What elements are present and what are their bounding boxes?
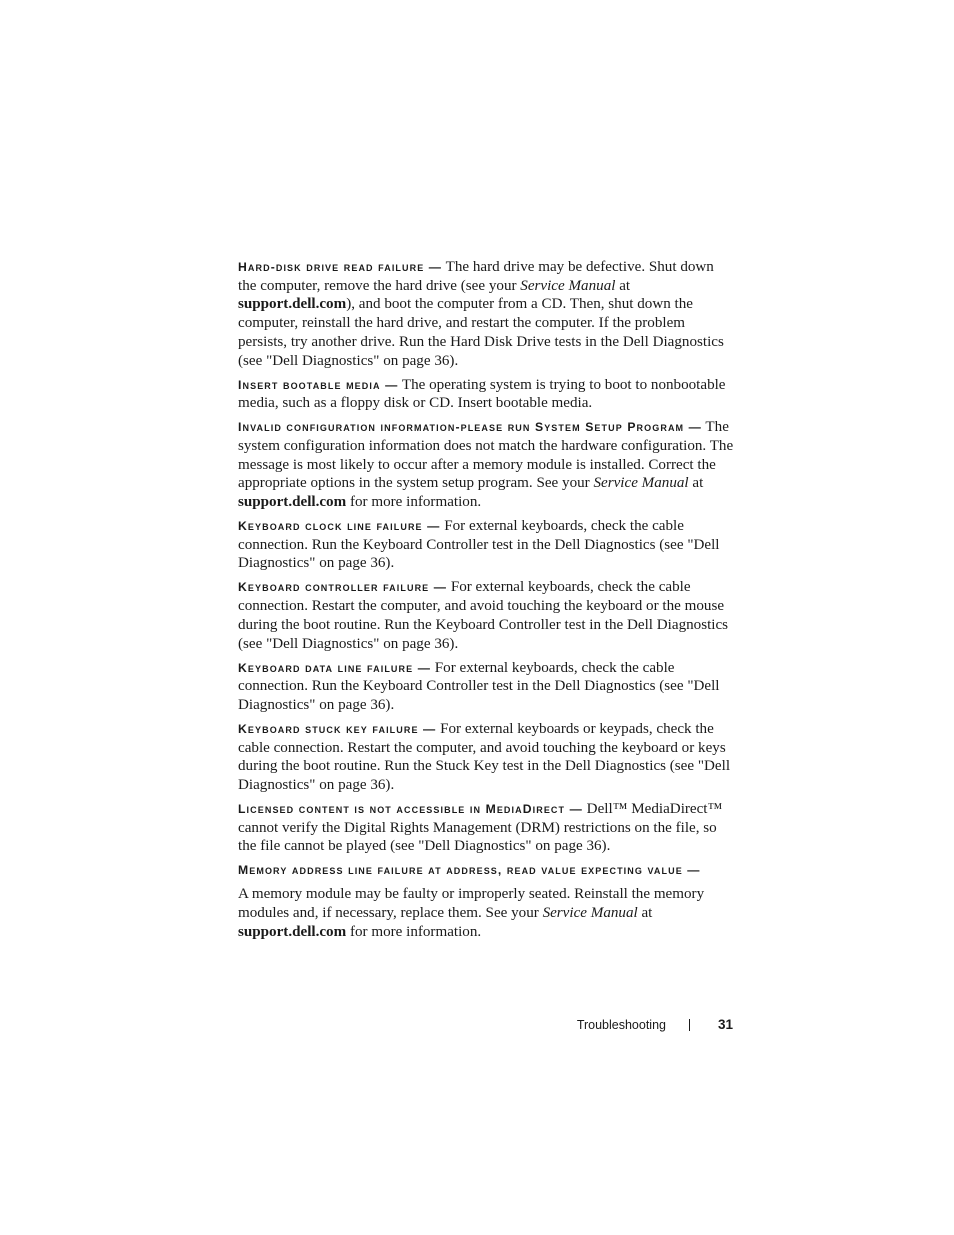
error-entry-invalid-configuration: Invalid configuration information-please run System Setup Program — The system configuration information does not match the hardware configuration. The message is most likely to occur after a memory module is installed. Correct the appropriate options in the system setup program. See your Service Manual at support.dell.com for more information. bbox=[238, 419, 734, 511]
error-entry-insert-bootable-media: Insert bootable media — The operating system is trying to boot to nonbootable media, such as a floppy disk or CD. Insert bootable media. bbox=[238, 376, 726, 412]
page-content bbox=[238, 258, 736, 941]
error-entry-memory-address-body: A memory module may be faulty or improperly seated. Reinstall the memory modules and, if necessary, replace them. See your Service Manual at support.dell.com for more information. bbox=[238, 886, 705, 940]
error-entry-keyboard-clock-line: Keyboard clock line failure — For external keyboards, check the cable connection. Run the Keyboard Controller test in the Dell Diagnostics (see "Dell Diagnostics" on page 36). bbox=[238, 518, 720, 572]
error-term: Invalid configuration information-please run System Setup Program — bbox=[238, 420, 702, 435]
manual-title: Service Manual bbox=[593, 475, 689, 492]
error-term: Licensed content is not accessible in MediaDirect — bbox=[238, 802, 583, 817]
support-link: support.dell.com bbox=[238, 494, 347, 511]
error-term: Keyboard data line failure — bbox=[238, 660, 431, 675]
error-term: Hard-disk drive read failure — bbox=[238, 260, 443, 274]
support-link: support.dell.com bbox=[238, 296, 347, 313]
error-entry-hard-disk-read: Hard-disk drive read failure — The hard drive may be defective. Shut down the computer, remove the hard drive (see your Service Manual at support.dell.com), and boot the computer from a CD. Then, shut down the computer, reinstall the hard drive, and restart the computer. If the problem persists, try another drive. Run the Hard Disk Drive tests in the Dell Diagnostics (see "Dell Diagnostics" on page 36). bbox=[238, 259, 724, 369]
error-term: Memory address line failure at address, read value expecting value — bbox=[238, 863, 701, 878]
error-entry-licensed-content: Licensed content is not accessible in MediaDirect — Dell™ MediaDirect™ cannot verify the Digital Rights Management (DRM) restrictions on the file, so the file cannot be played (see "Dell Diagnostics" on page 36). bbox=[238, 801, 723, 855]
manual-title: Service Manual bbox=[542, 904, 638, 921]
error-term: Insert bootable media — bbox=[238, 377, 399, 392]
error-term: Keyboard clock line failure — bbox=[238, 519, 441, 534]
page-footer bbox=[0, 1016, 954, 1034]
error-entry-memory-address-term bbox=[238, 861, 736, 880]
error-entry-keyboard-stuck-key: Keyboard stuck key failure — For external keyboards or keypads, check the cable connection. Restart the computer, and avoid touching the keyboard or keys during the boot routine. Run the Stuck Key test in the Dell Diagnostics (see "Dell Diagnostics" on page 36). bbox=[238, 720, 731, 794]
manual-title: Service Manual bbox=[520, 277, 616, 294]
page-number: 31 bbox=[717, 1017, 733, 1032]
footer-separator bbox=[689, 1019, 690, 1031]
error-entry-keyboard-controller: Keyboard controller failure — For external keyboards, check the cable connection. Restart the computer, and avoid touching the keyboard or the mouse during the boot routine. Run the Keyboard Controller test in the Dell Diagnostics (see "Dell Diagnostics" on page 36). bbox=[238, 579, 729, 652]
footer-section-title: Troubleshooting bbox=[576, 1018, 666, 1032]
error-entry-keyboard-data-line: Keyboard data line failure — For external keyboards, check the cable connection. Run the Keyboard Controller test in the Dell Diagnostics (see "Dell Diagnostics" on page 36). bbox=[238, 659, 720, 713]
support-link: support.dell.com bbox=[238, 923, 347, 940]
error-term: Keyboard stuck key failure — bbox=[238, 721, 437, 736]
error-term: Keyboard controller failure — bbox=[238, 580, 448, 595]
